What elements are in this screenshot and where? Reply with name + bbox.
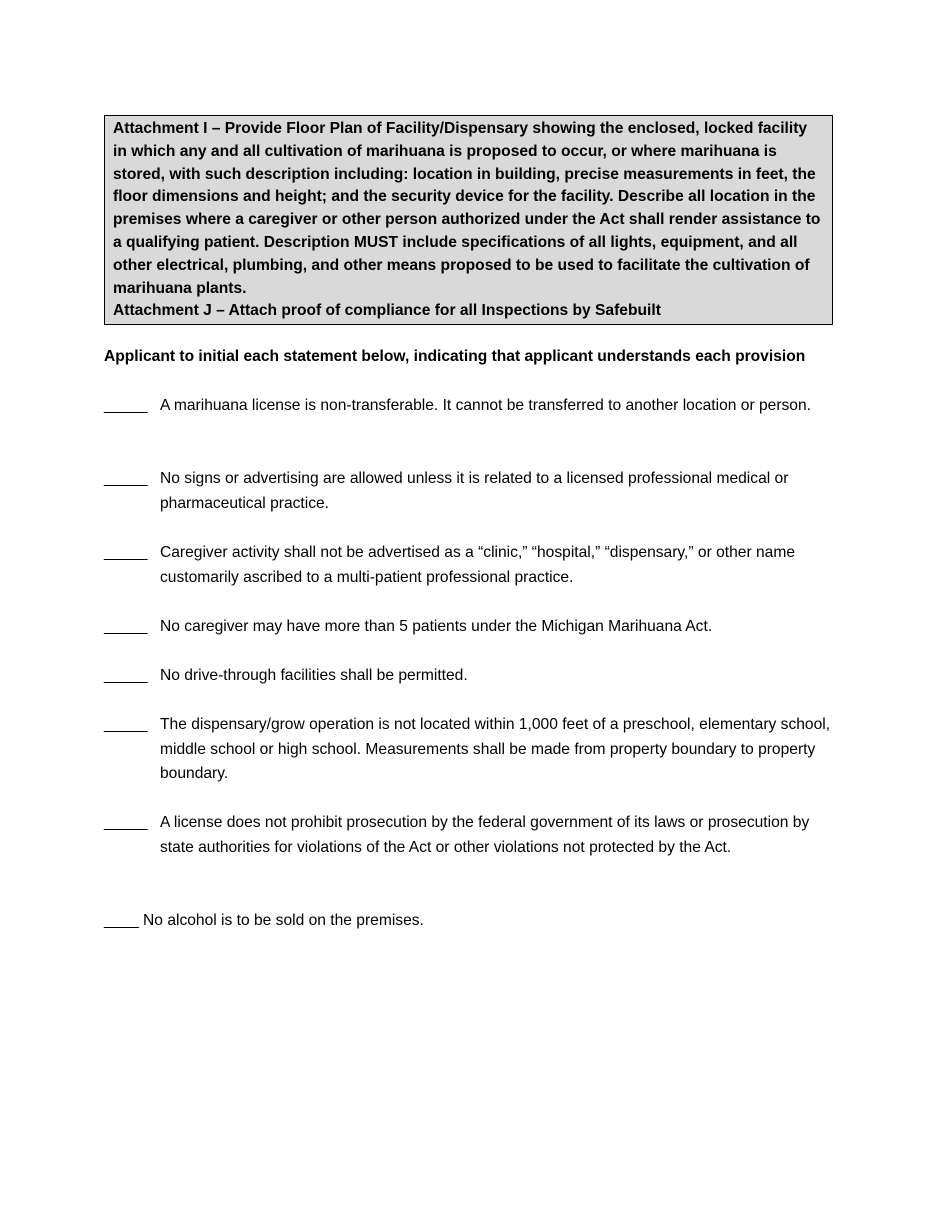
statement-item-alcohol	[104, 909, 844, 934]
statement-text: No drive-through facilities shall be permitted.	[160, 667, 468, 684]
statement-item	[104, 541, 844, 590]
statement-item	[104, 811, 844, 860]
attachment-j-text: Attachment J – Attach proof of compliance for all Inspections by Safebuilt	[113, 302, 661, 320]
statement-item	[104, 713, 844, 787]
initial-blank[interactable]: _____	[104, 618, 148, 635]
statement-item	[104, 394, 844, 419]
statement-text: A marihuana license is non-transferable. It cannot be transferred to another location or person.	[160, 397, 811, 414]
statement-text: No caregiver may have more than 5 patients under the Michigan Marihuana Act.	[160, 618, 713, 635]
initial-blank[interactable]: _____	[104, 667, 148, 684]
initial-blank[interactable]: _____	[104, 397, 148, 414]
statement-text: Caregiver activity shall not be advertised as a “clinic,” “hospital,” “dispensary,” or other name customarily ascribed to a multi-patient professional practice.	[160, 544, 795, 586]
statement-text: The dispensary/grow operation is not located within 1,000 feet of a preschool, elementary school, middle school or high school. Measurements shall be made from property boundary to property boundary.	[160, 716, 831, 783]
initial-blank[interactable]: _____	[104, 544, 148, 561]
statement-item	[104, 664, 844, 689]
initial-blank[interactable]: _____	[104, 716, 148, 733]
initial-blank[interactable]: _____	[104, 470, 148, 487]
attachments-box	[104, 115, 833, 325]
initial-instruction: Applicant to initial each statement below, indicating that applicant understands each provision	[104, 348, 806, 365]
statement-text: No alcohol is to be sold on the premises.	[143, 912, 424, 929]
statement-item	[104, 467, 844, 516]
attachment-i-text: Attachment I – Provide Floor Plan of Facility/Dispensary showing the enclosed, locked facility in which any and all cultivation of marihuana is proposed to occur, or where marihuana is stored, with such description including: location in building, precise measurements in feet, the floor dimensions and height; and the security device for the facility. Describe all location in the premises where a caregiver or other person authorized under the Act shall render assistance to a qualifying patient. Description MUST include specifications of all lights, equipment, and all other electrical, plumbing, and other means proposed to be used to facilitate the cultivation of marihuana plants.	[113, 120, 821, 297]
statement-text: A license does not prohibit prosecution by the federal government of its laws or prosecution by state authorities for violations of the Act or other violations not protected by the Act.	[160, 814, 810, 856]
initial-blank[interactable]: ____	[104, 912, 139, 929]
initial-blank[interactable]: _____	[104, 814, 148, 831]
statement-text: No signs or advertising are allowed unless it is related to a licensed professional medical or pharmaceutical practice.	[160, 470, 789, 512]
statement-item	[104, 615, 844, 640]
